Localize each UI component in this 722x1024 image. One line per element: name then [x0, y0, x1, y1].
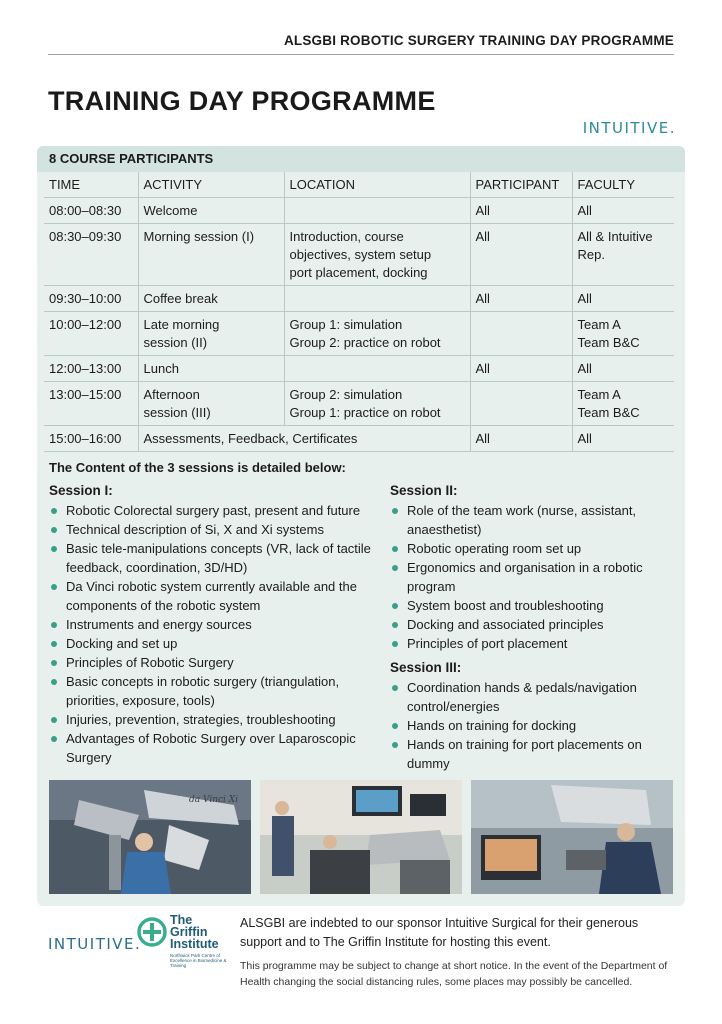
table-row: [44, 224, 674, 286]
list-item: Hands on training for docking: [390, 716, 680, 735]
table-row: [44, 286, 674, 312]
cell-location: [284, 286, 470, 312]
cell-location: Group 1: simulation Group 2: practice on robot: [284, 312, 470, 356]
session-1: [49, 481, 374, 767]
photo-console: [471, 780, 673, 894]
session-1-heading: Session I:: [49, 483, 113, 498]
session-3-heading: Session III:: [390, 660, 462, 675]
list-item: Robotic Colorectal surgery past, present and future: [49, 501, 374, 520]
list-item: Coordination hands & pedals/navigation control/energies: [390, 678, 680, 716]
table-row: [44, 382, 674, 426]
photo-training-room: [260, 780, 462, 894]
list-item: Instruments and energy sources: [49, 615, 374, 634]
session-3: [390, 658, 680, 773]
sponsor-acknowledgement: ALSGBI are indebted to our sponsor Intuitive Surgical for their generous support and to The Griffin Institute for hosting this event.: [240, 916, 639, 949]
disclaimer: This programme may be subject to change at short notice. In the event of the Department of Health changing the social distancing rules, some places may possibly be cancelled.: [240, 960, 668, 988]
schedule-table: [44, 172, 674, 452]
column-header-faculty: FACULTY: [572, 172, 674, 198]
list-item: Principles of Robotic Surgery: [49, 653, 374, 672]
cell-location: Introduction, course objectives, system setup port placement, docking: [284, 224, 470, 286]
cell-activity: Afternoon session (III): [138, 382, 284, 426]
list-item: Basic concepts in robotic surgery (triangulation, priorities, exposure, tools): [49, 672, 374, 710]
session-1-list: [49, 501, 374, 767]
list-item: Role of the team work (nurse, assistant, anaesthetist): [390, 501, 680, 539]
cell-time: 15:00–16:00: [44, 426, 138, 452]
session-2-list: [390, 501, 680, 653]
list-item: Hands on training for port placements on dummy: [390, 735, 680, 773]
cell-activity: Coffee break: [138, 286, 284, 312]
list-item: Docking and set up: [49, 634, 374, 653]
cell-participant: All: [470, 224, 572, 286]
photo-robot-arms: [49, 780, 251, 894]
list-item: Technical description of Si, X and Xi systems: [49, 520, 374, 539]
table-row: [44, 312, 674, 356]
cell-faculty: All & Intuitive Rep.: [572, 224, 674, 286]
page-title: TRAINING DAY PROGRAMME: [48, 86, 436, 116]
cell-faculty: All: [572, 198, 674, 224]
cell-faculty: All: [572, 356, 674, 382]
cell-participant: All: [470, 356, 572, 382]
cell-activity: Welcome: [138, 198, 284, 224]
intuitive-logo: INTUITIVE.: [582, 119, 676, 137]
cell-participant: [470, 382, 572, 426]
column-header-participant: PARTICIPANT: [470, 172, 572, 198]
cell-time: 13:00–15:00: [44, 382, 138, 426]
robot-label: da Vinci Xi: [189, 795, 239, 805]
cell-participant: [470, 312, 572, 356]
cell-location: [284, 198, 470, 224]
cell-time: 10:00–12:00: [44, 312, 138, 356]
table-row: [44, 426, 674, 452]
cell-activity: Morning session (I): [138, 224, 284, 286]
schedule-body: [44, 198, 674, 452]
cell-participant: All: [470, 426, 572, 452]
griffin-institute-name: The Griffin Institute: [170, 913, 219, 951]
cell-time: 08:30–09:30: [44, 224, 138, 286]
cell-faculty: Team A Team B&C: [572, 312, 674, 356]
cell-time: 12:00–13:00: [44, 356, 138, 382]
cell-time: 09:30–10:00: [44, 286, 138, 312]
cell-participant: All: [470, 286, 572, 312]
list-item: Da Vinci robotic system currently available and the components of the robotic system: [49, 577, 374, 615]
cell-faculty: All: [572, 286, 674, 312]
cell-activity: Lunch: [138, 356, 284, 382]
cell-faculty: Team A Team B&C: [572, 382, 674, 426]
list-item: Ergonomics and organisation in a robotic program: [390, 558, 680, 596]
intuitive-footer-logo: INTUITIVE.: [48, 935, 142, 953]
list-item: Robotic operating room set up: [390, 539, 680, 558]
session-2-heading: Session II:: [390, 483, 458, 498]
griffin-institute-subtitle: Northwick Park Centre of Excellence in Biomedicine & Training: [170, 953, 227, 968]
cell-faculty: All: [572, 426, 674, 452]
list-item: Basic tele-manipulations concepts (VR, lack of tactile feedback, coordination, 3D/HD): [49, 539, 374, 577]
running-header: ALSGBI ROBOTIC SURGERY TRAINING DAY PROGRAMME: [283, 33, 674, 48]
cell-location: Group 2: simulation Group 1: practice on robot: [284, 382, 470, 426]
list-item: System boost and troubleshooting: [390, 596, 680, 615]
cell-location: [284, 356, 470, 382]
session-3-list: [390, 678, 680, 773]
column-header-time: TIME: [44, 172, 138, 198]
list-item: Injuries, prevention, strategies, troubleshooting: [49, 710, 374, 729]
header-rule: [48, 54, 674, 55]
column-header-location: LOCATION: [284, 172, 470, 198]
cell-participant: All: [470, 198, 572, 224]
cell-activity: Assessments, Feedback, Certificates: [138, 426, 470, 452]
column-header-activity: ACTIVITY: [138, 172, 284, 198]
list-item: Principles of port placement: [390, 634, 680, 653]
list-item: Docking and associated principles: [390, 615, 680, 634]
table-row: [44, 198, 674, 224]
cell-activity: Late morning session (II): [138, 312, 284, 356]
content-intro: The Content of the 3 sessions is detailed below:: [49, 460, 346, 475]
table-row: [44, 356, 674, 382]
cell-time: 08:00–08:30: [44, 198, 138, 224]
list-item: Advantages of Robotic Surgery over Laparoscopic Surgery: [49, 729, 374, 767]
session-2: [390, 481, 680, 653]
schedule-caption: 8 COURSE PARTICIPANTS: [49, 151, 214, 166]
schedule-header-row: [44, 172, 674, 198]
